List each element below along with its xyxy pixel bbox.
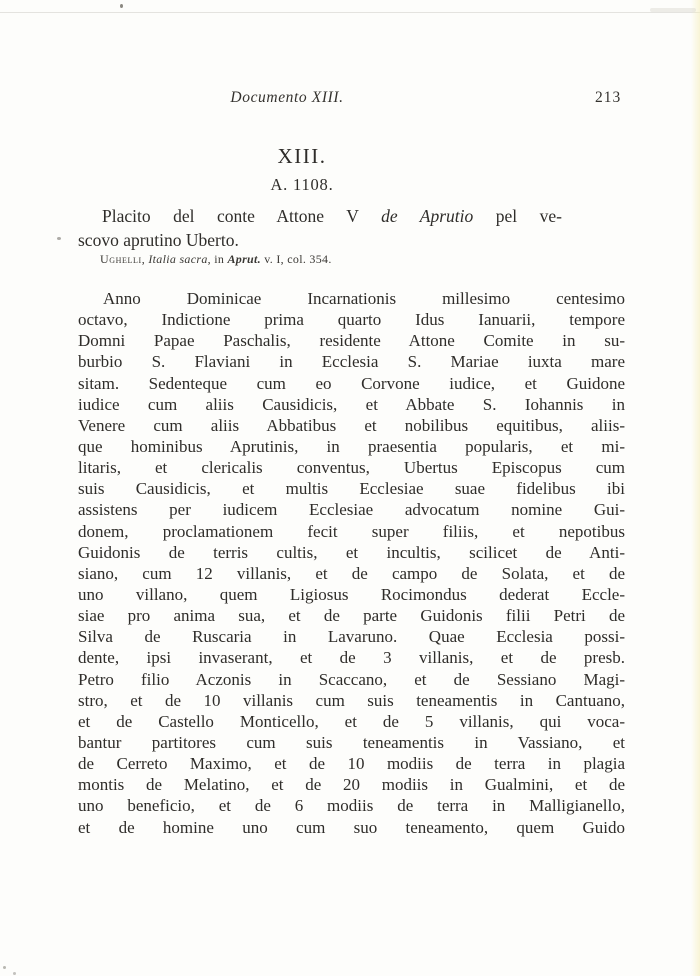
body-line: suis Causidicis, et multis Ecclesiae suae fidelibus ibi <box>78 479 625 499</box>
body-line: Silva de Ruscaria in Lavaruno. Quae Ecclesia possi- <box>78 627 625 647</box>
scan-speck <box>57 237 61 240</box>
body-line: uno villano, quem Ligiosus Rocimondus dederat Eccle- <box>78 584 625 604</box>
body-line: uno beneficio, et de 6 modiis de terra in Malligianello, <box>78 796 625 816</box>
body-line: de Cerreto Maximo, et de 10 modiis de terra in plagia <box>78 754 625 774</box>
body-line: siae pro anima sua, et de parte Guidonis filii Petri de <box>78 606 625 626</box>
body-line: montis de Melatino, et de 20 modiis in Gualmini, et de <box>78 775 625 795</box>
scan-smudge <box>650 8 696 12</box>
body-line: Petro filio Aczonis in Scaccano, et de Sessiano Magi- <box>78 669 625 689</box>
scan-right-edge-tint <box>691 0 700 976</box>
body-line: siano, cum 12 villanis, et de campo de Solata, et de <box>78 563 625 583</box>
citation-work-title: Italia sacra <box>148 252 208 266</box>
scan-speck <box>13 972 16 975</box>
summary-line <box>78 205 562 229</box>
summary-text: pel ve- <box>473 206 562 226</box>
body-line: bantur partitores cum suis teneamentis in Vassiano, et <box>78 732 625 752</box>
citation-separator: , in <box>207 252 228 266</box>
citation-abbreviation: Aprut. <box>227 252 261 266</box>
body-line: burbio S. Flaviani in Ecclesia S. Mariae iuxta mare <box>78 352 625 372</box>
page-number: 213 <box>595 89 622 106</box>
summary-text: Placito del conte Attone V <box>102 206 382 226</box>
body-line: et de Castello Monticello, et de 5 villanis, qui voca- <box>78 711 625 731</box>
body-line: Guidonis de terris cultis, et incultis, scilicet de Anti- <box>78 542 625 562</box>
body-line: Domni Papae Paschalis, residente Attone Comite in su- <box>78 331 625 351</box>
document-summary <box>78 205 562 252</box>
body-line: dente, ipsi invaserant, et de 3 villanis, et de presb. <box>78 648 625 668</box>
running-header <box>0 89 700 109</box>
body-text-block <box>78 288 625 838</box>
body-line: Venere cum aliis Abbatibus et nobilibus equitibus, aliis- <box>78 415 625 435</box>
body-line: Anno Dominicae Incarnationis millesimo centesimo <box>103 289 625 308</box>
citation-locator: v. I, col. 354. <box>260 252 332 266</box>
citation-separator: , <box>141 252 149 266</box>
body-line: que hominibus Aprutinis, in praesentia popularis, et mi- <box>78 436 625 456</box>
document-number-heading: XIII. <box>277 144 327 168</box>
body-line: octavo, Indictione prima quarto Idus Ianuarii, tempore <box>78 310 625 330</box>
body-line: iudice cum aliis Causidicis, et Abbate S. Iohannis in <box>78 394 625 414</box>
document-year-heading: A. 1108. <box>270 175 334 194</box>
body-line: et de homine uno cum suo teneamento, quem Guido <box>78 817 625 837</box>
scan-top-edge-line <box>0 12 700 13</box>
summary-line: scovo aprutino Uberto. <box>78 229 239 250</box>
body-line: sitam. Sedenteque cum eo Corvone iudice, et Guidone <box>78 373 625 393</box>
running-title: Documento XIII. <box>230 89 344 106</box>
summary-italic-text: de Aprutio <box>381 206 474 226</box>
body-line: litaris, et clericalis conventus, Ubertus Episcopus cum <box>78 458 625 478</box>
source-citation <box>100 252 332 267</box>
body-line: assistens per iudicem Ecclesiae advocatum nomine Gui- <box>78 500 625 520</box>
body-line: stro, et de 10 villanis cum suis teneamentis in Cantuano, <box>78 690 625 710</box>
body-line: donem, proclamationem fecit super filiis, et nepotibus <box>78 521 625 541</box>
scan-speck <box>120 4 123 8</box>
citation-author: Ughelli <box>100 252 142 266</box>
scan-speck <box>3 966 6 969</box>
